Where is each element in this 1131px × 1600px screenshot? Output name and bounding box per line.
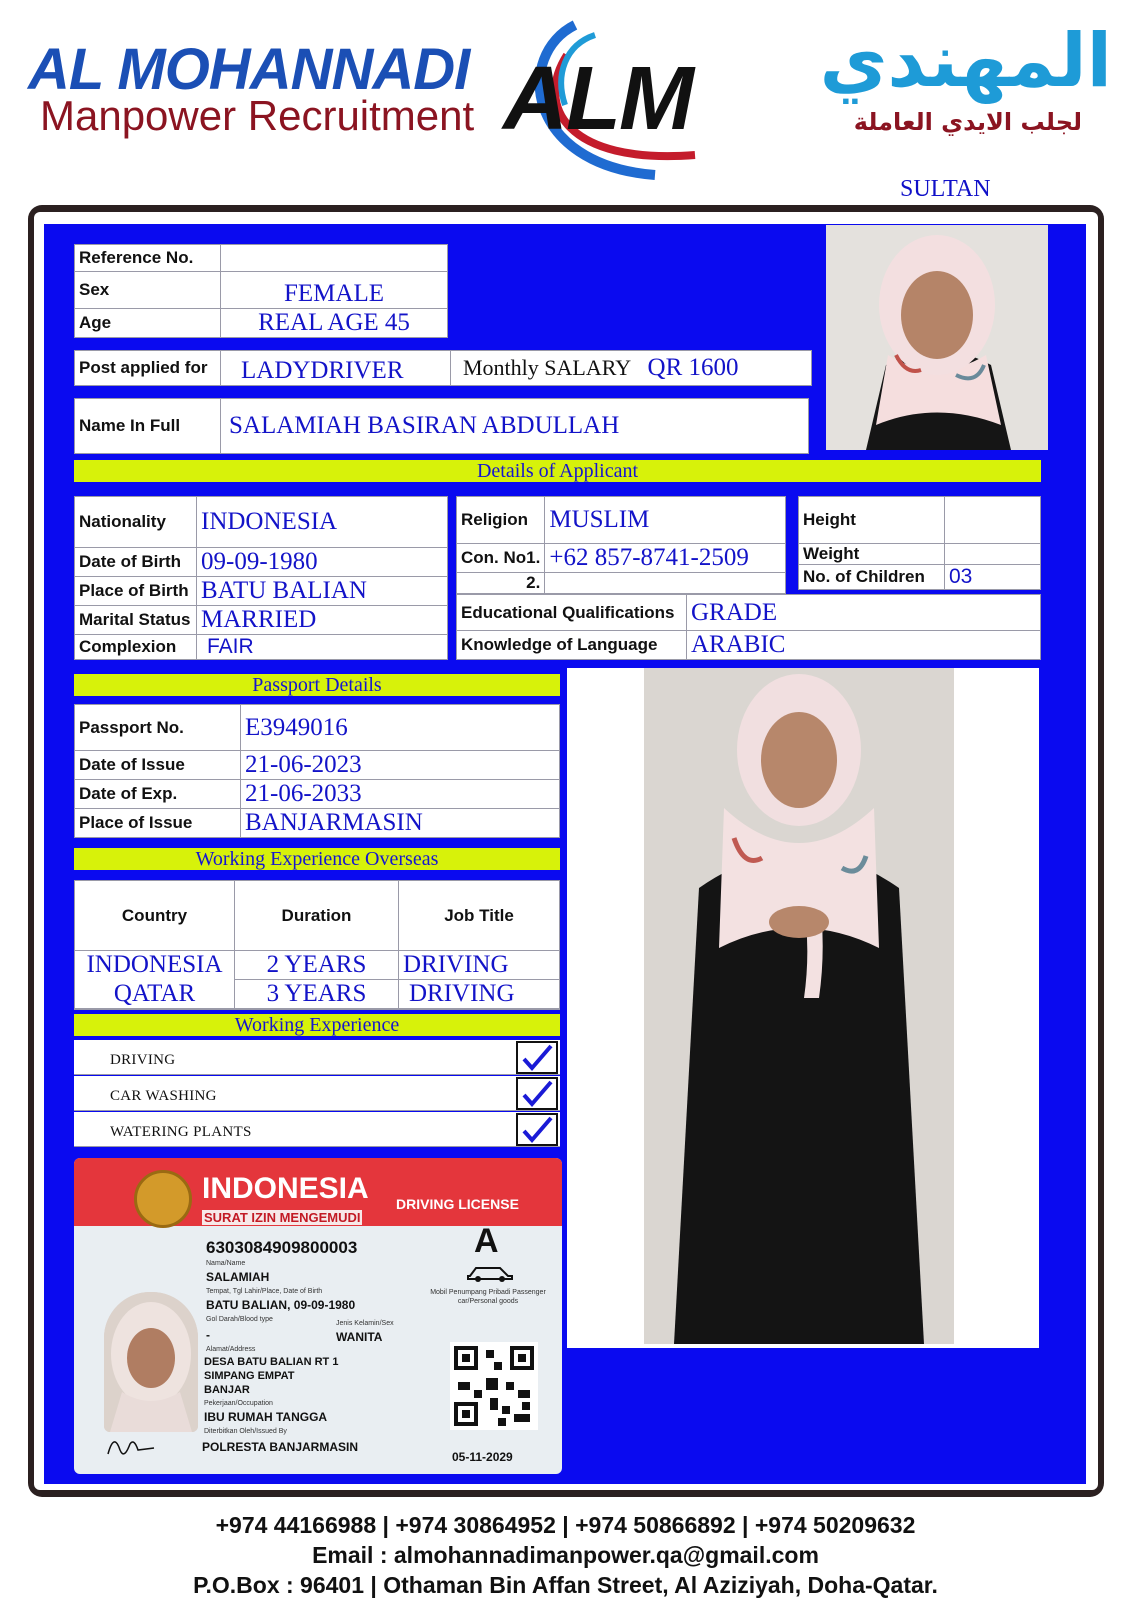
name-table xyxy=(74,398,809,454)
portrait-illustration-icon xyxy=(644,668,954,1344)
children-label: No. of Children xyxy=(799,565,945,590)
passport-no-label: Passport No. xyxy=(75,705,241,751)
birthplace-label: Place of Birth xyxy=(75,577,197,606)
applicant-photo-full xyxy=(644,668,954,1344)
license-occupation: IBU RUMAH TANGGA xyxy=(204,1410,328,1424)
company-subtitle: Manpower Recruitment xyxy=(40,92,475,139)
complexion-value: FAIR xyxy=(197,635,448,660)
sex-value: FEMALE xyxy=(221,272,448,309)
passport-issue-value: 21-06-2023 xyxy=(241,751,560,780)
salary-value: QR 1600 xyxy=(647,354,739,381)
post-table xyxy=(74,350,812,386)
license-title: DRIVING LICENSE xyxy=(396,1196,519,1212)
contact-table xyxy=(456,496,786,594)
skill-row-watering-plants xyxy=(74,1112,560,1147)
table-row xyxy=(75,980,560,1009)
sex-label: Sex xyxy=(75,272,221,309)
footer-phones: +974 44166988 | +974 30864952 | +974 50866892 | +974 50209632 xyxy=(215,1512,916,1538)
driving-license-card xyxy=(74,1158,562,1474)
complexion-label: Complexion xyxy=(75,635,197,660)
birth-caption: Tempat, Tgl Lahir/Place, Date of Birth xyxy=(206,1288,323,1295)
checkmark-icon xyxy=(518,1079,556,1109)
passport-place-label: Place of Issue xyxy=(75,809,241,838)
passport-place-value: BANJARMASIN xyxy=(241,809,560,838)
contact1-label: Con. No1. xyxy=(457,544,545,573)
passport-no-value: E3949016 xyxy=(241,705,560,751)
qr-code-icon xyxy=(450,1342,538,1430)
contact2-value xyxy=(545,573,786,594)
license-address-1: DESA BATU BALIAN RT 1 xyxy=(204,1356,339,1368)
header-job-title: Job Title xyxy=(399,881,560,951)
footer-email: Email : almohannadimanpower.qa@gmail.com xyxy=(312,1542,819,1568)
license-name: SALAMIAH xyxy=(206,1270,270,1284)
language-value: ARABIC xyxy=(687,631,1041,660)
height-value xyxy=(945,497,1041,544)
nationality-value: INDONESIA xyxy=(197,497,448,548)
overseas-duration: 3 YEARS xyxy=(235,980,399,1009)
age-value: REAL AGE 45 xyxy=(221,309,448,338)
dob-value: 09-09-1980 xyxy=(197,548,448,577)
license-subtitle: SURAT IZIN MENGEMUDI xyxy=(204,1210,361,1225)
birthplace-value: BATU BALIAN xyxy=(197,577,448,606)
portrait-illustration-icon xyxy=(826,225,1048,450)
table-row xyxy=(75,951,560,980)
header-country: Country xyxy=(75,881,235,951)
name-value: SALAMIAH BASIRAN ABDULLAH xyxy=(221,399,809,454)
overseas-country: QATAR xyxy=(75,980,235,1009)
skill-checkbox[interactable] xyxy=(516,1041,558,1074)
overseas-duration: 2 YEARS xyxy=(235,951,399,980)
table-row xyxy=(75,1009,560,1010)
post-label: Post applied for xyxy=(75,351,221,386)
physical-table xyxy=(798,496,1041,590)
passport-expiry-value: 21-06-2033 xyxy=(241,780,560,809)
skill-row-driving xyxy=(74,1040,560,1075)
skills-band: Working Experience xyxy=(74,1014,560,1036)
age-label: Age xyxy=(75,309,221,338)
issuer-caption: Diterbitkan Oleh/Issued By xyxy=(204,1428,287,1435)
language-label: Knowledge of Language xyxy=(457,631,687,660)
marital-label: Marital Status xyxy=(75,606,197,635)
license-sex: WANITA xyxy=(336,1330,383,1344)
police-emblem-icon xyxy=(134,1170,192,1228)
car-icon xyxy=(466,1264,514,1282)
license-number: 6303084909800003 xyxy=(206,1238,358,1257)
nationality-label: Nationality xyxy=(75,497,197,548)
overseas-table xyxy=(74,880,560,1010)
overseas-job: DRIVING xyxy=(399,980,560,1009)
height-label: Height xyxy=(799,497,945,544)
contact1-value: +62 857-8741-2509 xyxy=(545,544,786,573)
details-band: Details of Applicant xyxy=(74,460,1041,482)
basic-info-table xyxy=(74,244,448,338)
contact2-label: 2. xyxy=(457,573,545,594)
agent-name: SULTAN xyxy=(900,176,991,202)
applicant-photo-small xyxy=(826,225,1048,450)
license-blood: - xyxy=(206,1328,210,1342)
skill-label: CAR WASHING xyxy=(110,1088,217,1104)
portrait-illustration-icon xyxy=(104,1292,198,1432)
name-label: Name In Full xyxy=(75,399,221,454)
license-address-3: BANJAR xyxy=(204,1384,250,1396)
weight-value xyxy=(945,544,1041,565)
education-table xyxy=(456,594,1041,660)
blood-caption: Gol Darah/Blood type xyxy=(206,1316,273,1323)
skill-checkbox[interactable] xyxy=(516,1113,558,1146)
license-photo xyxy=(104,1292,198,1432)
overseas-job: DRIVING xyxy=(399,951,560,980)
occupation-caption: Pekerjaan/Occupation xyxy=(204,1400,273,1407)
children-value: 03 xyxy=(945,565,1041,590)
checkmark-icon xyxy=(518,1115,556,1145)
footer-address: P.O.Box : 96401 | Othaman Bin Affan Street, Al Aziziyah, Doha-Qatar. xyxy=(193,1572,938,1598)
license-expiry: 05-11-2029 xyxy=(452,1450,513,1464)
license-birth: BATU BALIAN, 09-09-1980 xyxy=(206,1298,356,1312)
weight-label: Weight xyxy=(799,544,945,565)
license-country: INDONESIA xyxy=(202,1172,369,1205)
passport-expiry-label: Date of Exp. xyxy=(75,780,241,809)
signature-icon xyxy=(104,1430,164,1460)
address-caption: Alamat/Address xyxy=(206,1346,256,1353)
skill-row-car-washing xyxy=(74,1076,560,1111)
education-value: GRADE xyxy=(687,595,1041,631)
overseas-job xyxy=(399,1009,560,1010)
name-caption: Nama/Name xyxy=(206,1260,246,1267)
personal-details-table xyxy=(74,496,448,660)
religion-value: MUSLIM xyxy=(545,497,786,544)
sex-caption: Jenis Kelamin/Sex xyxy=(336,1320,394,1327)
license-class: A xyxy=(474,1222,499,1260)
overseas-country: INDONESIA xyxy=(75,951,235,980)
license-issuer: POLRESTA BANJARMASIN xyxy=(202,1440,359,1454)
salary-cell xyxy=(451,351,812,386)
company-subtitle-ar: لجلب الايدي العاملة xyxy=(853,108,1082,136)
marital-value: MARRIED xyxy=(197,606,448,635)
education-label: Educational Qualifications xyxy=(457,595,687,631)
company-name-ar: المهندي xyxy=(819,18,1112,104)
religion-label: Religion xyxy=(457,497,545,544)
dob-label: Date of Birth xyxy=(75,548,197,577)
overseas-band: Working Experience Overseas xyxy=(74,848,560,870)
checkmark-icon xyxy=(518,1043,556,1073)
skill-checkbox[interactable] xyxy=(516,1077,558,1110)
skill-label: DRIVING xyxy=(110,1052,176,1068)
reference-label: Reference No. xyxy=(75,245,221,272)
passport-table xyxy=(74,704,560,838)
license-address-2: SIMPANG EMPAT xyxy=(204,1370,295,1382)
overseas-duration xyxy=(235,1009,399,1010)
header-duration: Duration xyxy=(235,881,399,951)
company-name-en: AL MOHANNADI xyxy=(28,37,470,102)
passport-issue-label: Date of Issue xyxy=(75,751,241,780)
vehicle-caption: Mobil Penumpang Pribadi Passenger car/Personal goods xyxy=(430,1289,546,1305)
reference-value xyxy=(221,245,448,272)
skill-label: WATERING PLANTS xyxy=(110,1124,252,1140)
logo-alm: ALM xyxy=(503,49,692,149)
salary-label: Monthly SALARY xyxy=(463,355,632,380)
passport-band: Passport Details xyxy=(74,674,560,696)
overseas-country xyxy=(75,1009,235,1010)
post-value: LADYDRIVER xyxy=(221,351,451,386)
